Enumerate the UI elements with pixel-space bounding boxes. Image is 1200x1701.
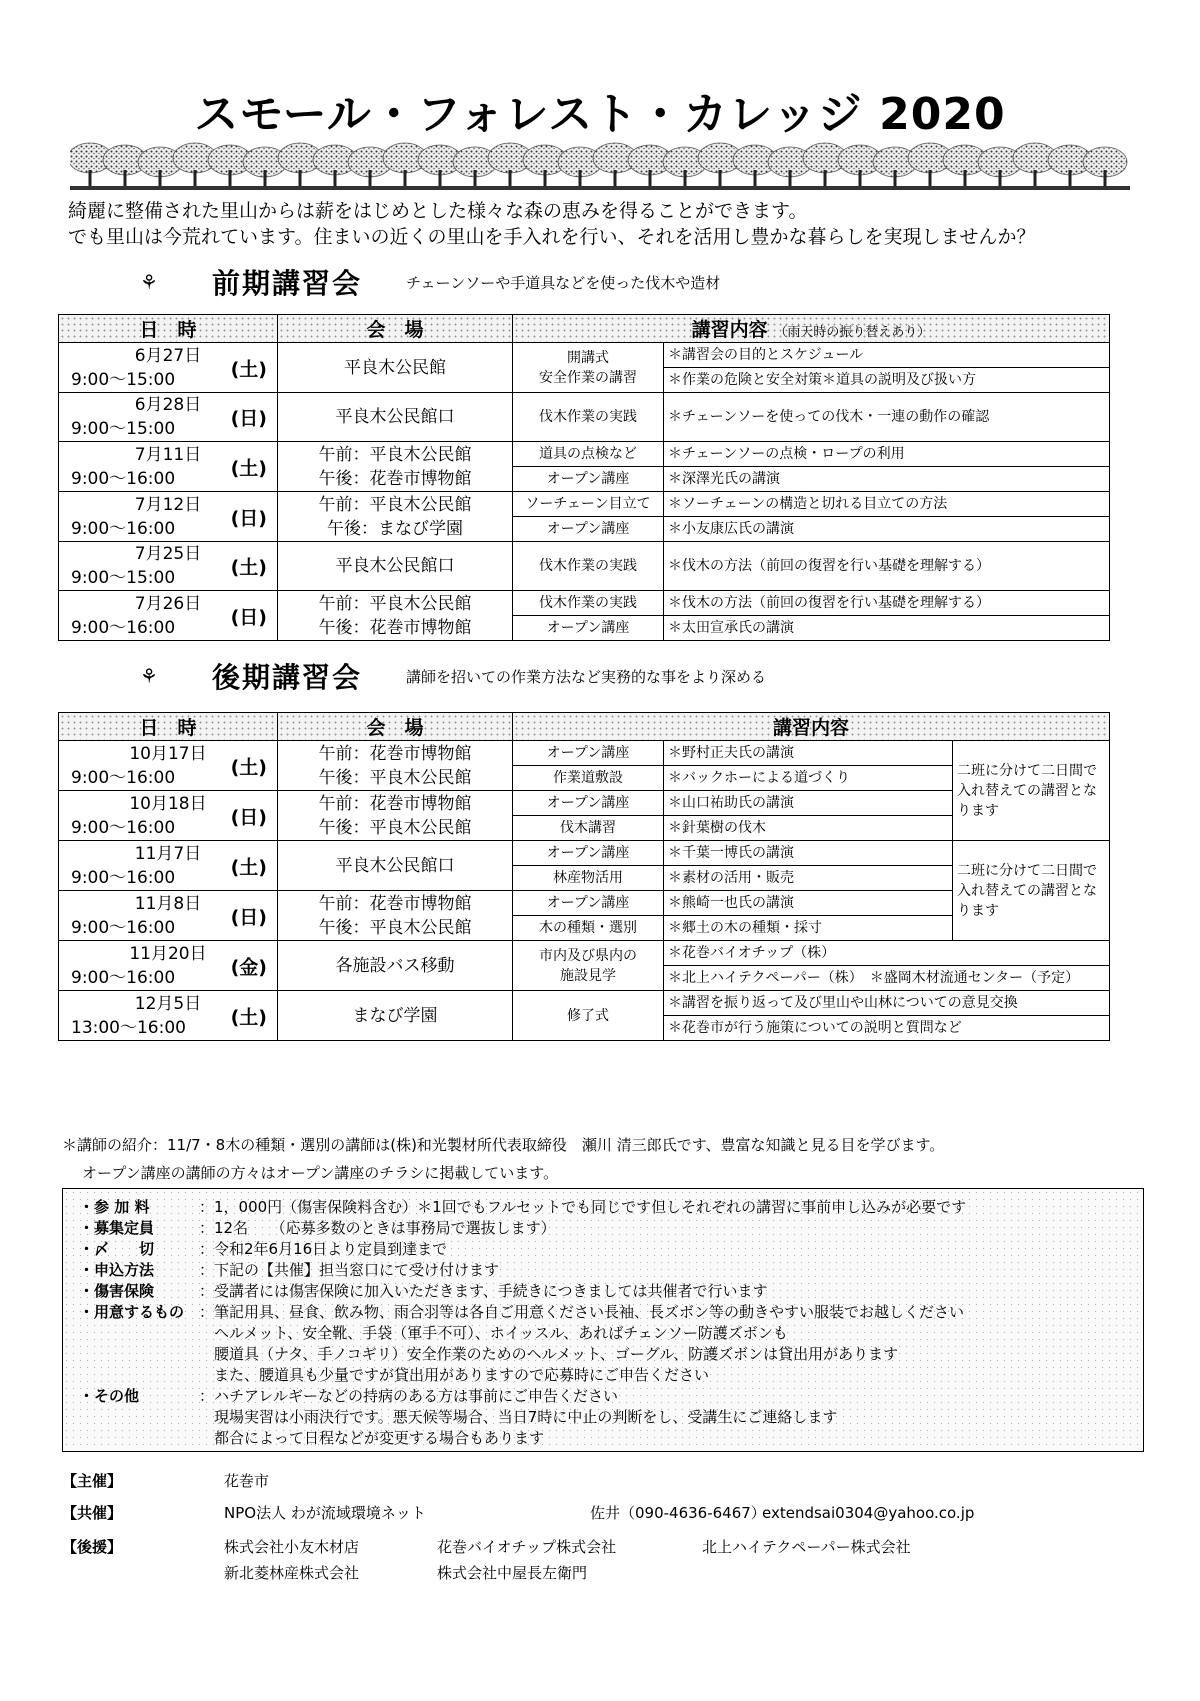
- group-note-cell: 二班に分けて二日間で入れ替えての講習となります: [953, 741, 1110, 841]
- table-row: [59, 991, 1110, 1016]
- time-text: 9:00〜16:00: [71, 617, 176, 638]
- date-cell: [59, 941, 278, 991]
- info-row: [79, 1260, 499, 1281]
- table-row: [59, 393, 1110, 442]
- weekday-text: (土): [230, 457, 267, 479]
- tree-trunk: [509, 170, 512, 188]
- weekday-text: (土): [230, 358, 267, 380]
- content-cell: ＊太田宣承氏の講演: [664, 616, 1110, 641]
- tree-icon: ⚘: [140, 664, 158, 688]
- header-datetime: 日 時: [59, 713, 278, 741]
- lecturer-footnote: ＊講師の紹介：11/7・8木の種類・選別の講師は(株)和光製材所代表取締役 瀬川 清三郎氏です、豊富な知識と見る目を学びます。: [62, 1136, 945, 1154]
- info-row: [79, 1323, 788, 1344]
- date-cell: [59, 442, 278, 492]
- supporter-1: 株式会社小友木材店: [224, 1538, 360, 1556]
- info-value: ：受講者には傷害保険に加入いただきます、手続きにつきましては共催者で行います: [199, 1282, 768, 1300]
- content-cell: ＊山口祐助氏の講演: [664, 791, 953, 816]
- venue-line: 午前：花巻市博物館: [318, 793, 472, 814]
- info-value: 都合によって日程などが変更する場合もあります: [199, 1429, 545, 1447]
- venue-line: 平良木公民館口: [335, 556, 455, 576]
- tree-trunk: [439, 170, 442, 188]
- time-text: 9:00〜16:00: [71, 817, 176, 838]
- venue-cell: [278, 991, 513, 1041]
- info-label: ・参 加 料: [79, 1198, 150, 1216]
- date-cell: [59, 791, 278, 841]
- content-cell: ＊針葉樹の伐木: [664, 816, 953, 841]
- tree-trunk: [614, 170, 617, 188]
- date-cell: [59, 393, 278, 442]
- venue-cell: [278, 941, 513, 991]
- date-text: 6月28日: [134, 395, 202, 415]
- content-cell: ＊チェーンソーを使っての伐木・一連の動作の確認: [664, 393, 1110, 442]
- category-cell: オープン講座: [513, 616, 664, 641]
- info-row: [79, 1344, 898, 1365]
- table-row: [59, 591, 1110, 616]
- header-venue: 会 場: [278, 315, 513, 343]
- tree-trunk: [859, 170, 862, 188]
- tree-trunk: [229, 170, 232, 188]
- content-cell: ＊野村正夫氏の講演: [664, 741, 953, 766]
- supporter-2: 花巻バイオチップ株式会社: [437, 1538, 617, 1556]
- info-label: ・申込方法: [79, 1261, 155, 1279]
- first-term-schedule-table: [58, 314, 1110, 641]
- content-cell: ＊北上ハイテクペーパー（株） ＊盛岡木材流通センター（予定）: [664, 966, 1110, 991]
- category-cell: 林産物活用: [513, 866, 664, 891]
- info-row: [79, 1239, 447, 1260]
- content-cell: ＊花巻市が行う施策についての説明と質問など: [664, 1016, 1110, 1041]
- info-value: ：12名 （応募多数のときは事務局で選抜します）: [199, 1219, 556, 1237]
- intro-line-2: でも里山は今荒れています。住まいの近くの里山を手入れを行い、それを活用し豊かな暮らしを実現しませんか？: [68, 226, 1036, 248]
- venue-cell: [278, 791, 513, 841]
- time-text: 9:00〜16:00: [71, 518, 176, 539]
- tree-trunk: [719, 170, 722, 188]
- venue-cell: [278, 542, 513, 591]
- header-content-label: 講習内容: [691, 319, 768, 341]
- intro-text: [68, 198, 1035, 250]
- info-row: [79, 1386, 618, 1407]
- second-term-schedule-table: [58, 712, 1110, 1041]
- content-cell: ＊作業の危険と安全対策＊道具の説明及び扱い方: [664, 368, 1110, 393]
- weekday-text: (日): [230, 906, 267, 928]
- venue-line: 午後：平良木公民館: [318, 767, 472, 788]
- weekday-text: (金): [230, 956, 267, 978]
- category-cell: 修了式: [513, 991, 664, 1041]
- date-text: 7月26日: [134, 593, 202, 614]
- date-text: 11月20日: [129, 943, 207, 964]
- category-cell: 伐木作業の実践: [513, 542, 664, 591]
- content-cell: ＊花巻バイオチップ（株）: [664, 941, 1110, 966]
- content-cell: ＊熊崎一也氏の講演: [664, 891, 953, 916]
- date-text: 10月18日: [129, 793, 207, 814]
- category-cell: 伐木作業の実践: [513, 591, 664, 616]
- info-row: [79, 1197, 966, 1218]
- content-cell: ＊講習を振り返って及び里山や山林についての意見交換: [664, 991, 1110, 1016]
- tree-trunk: [299, 170, 302, 188]
- venue-cell: [278, 591, 513, 641]
- date-text: 7月11日: [134, 444, 202, 465]
- tree-trunk: [964, 170, 967, 188]
- time-text: 9:00〜16:00: [71, 967, 176, 988]
- tree-trunk: [824, 170, 827, 188]
- support-label: 【後援】: [62, 1538, 123, 1556]
- info-label: [79, 1323, 199, 1344]
- tree-trunk: [1104, 170, 1107, 188]
- content-cell: ＊素材の活用・販売: [664, 866, 953, 891]
- tree-trunk: [1034, 170, 1037, 188]
- venue-line: 午後：まなび学園: [327, 518, 463, 539]
- category-cell: 開講式 安全作業の講習: [513, 343, 664, 393]
- venue-cell: [278, 442, 513, 492]
- venue-line: 平良木公民館口: [335, 855, 455, 876]
- info-value: ：ハチアレルギーなどの持病のある方は事前にご申告ください: [199, 1387, 619, 1405]
- info-value: ：1，000円（傷害保険料含む）＊1回でもフルセットでも同じです但しそれぞれの講習に事前申し込みが必要です: [199, 1198, 967, 1216]
- venue-line: 平良木公民館: [344, 357, 446, 378]
- weekday-text: (日): [230, 606, 267, 628]
- info-value: また、腰道具も少量ですが貸出用がありますので応募時にご申告ください: [199, 1366, 710, 1384]
- date-cell: [59, 741, 278, 791]
- info-value: ：筆記用具、昼食、飲み物、雨合羽等は各自ご用意ください長袖、長ズボン等の動きやすい服装でお越しください: [199, 1303, 965, 1321]
- category-cell: オープン講座: [513, 791, 664, 816]
- category-cell: 道具の点検など: [513, 442, 664, 467]
- info-label: [79, 1407, 199, 1428]
- supporter-5: 株式会社中屋長左衛門: [437, 1564, 588, 1582]
- header-venue: 会 場: [278, 713, 513, 741]
- page-title: スモール・フォレスト・カレッジ 2020: [194, 89, 1006, 140]
- tree-trunk: [194, 170, 197, 188]
- forest-banner-image: [70, 140, 1130, 198]
- category-cell: オープン講座: [513, 741, 664, 766]
- cohost-name: NPO法人 わが流域環境ネット: [224, 1504, 426, 1522]
- category-cell: ソーチェーン目立て: [513, 492, 664, 517]
- second-term-heading: [140, 656, 766, 696]
- venue-cell: [278, 841, 513, 891]
- content-cell: ＊小友康広氏の講演: [664, 517, 1110, 542]
- venue-cell: [278, 741, 513, 791]
- date-cell: [59, 591, 278, 641]
- category-cell: 市内及び県内の 施設見学: [513, 941, 664, 991]
- date-cell: [59, 492, 278, 542]
- date-text: 11月7日: [134, 843, 202, 864]
- tree-trunk: [754, 170, 757, 188]
- time-text: 13:00〜16:00: [71, 1017, 186, 1038]
- host-name: 花巻市: [224, 1472, 270, 1490]
- content-cell: ＊千葉一博氏の講演: [664, 841, 953, 866]
- category-cell: オープン講座: [513, 467, 664, 492]
- content-cell: ＊講習会の目的とスケジュール: [664, 343, 1110, 368]
- info-label: [79, 1428, 199, 1449]
- ground-line: [70, 186, 1130, 190]
- venue-line: 午後：花巻市博物館: [318, 617, 472, 638]
- info-value: ：下記の【共催】担当窓口にて受け付けます: [199, 1261, 500, 1279]
- supporter-4: 新北菱林産株式会社: [224, 1564, 360, 1582]
- date-cell: [59, 542, 278, 591]
- date-text: 7月12日: [134, 494, 202, 515]
- table-row: [59, 941, 1110, 966]
- second-term-description: 講師を招いての作業方法など実務的な事をより深める: [405, 667, 766, 686]
- date-text: 6月27日: [134, 345, 202, 366]
- info-row: [79, 1407, 837, 1428]
- tree-trunk: [89, 170, 92, 188]
- tree-trunk: [929, 170, 932, 188]
- date-text: 11月8日: [134, 893, 202, 914]
- date-text: 7月25日: [134, 544, 202, 564]
- category-cell: 木の種類・選別: [513, 916, 664, 941]
- category-cell: 作業道敷設: [513, 766, 664, 791]
- info-value: 腰道具（ナタ、手ノコギリ）安全作業のためのヘルメット、ゴーグル、防護ズボンは貸出用があります: [199, 1345, 899, 1363]
- first-term-heading: [140, 262, 720, 302]
- weekday-text: (土): [230, 1006, 267, 1028]
- weekday-text: (土): [230, 856, 267, 878]
- supporter-3: 北上ハイテクペーパー株式会社: [702, 1538, 911, 1556]
- info-label: ・傷害保険: [79, 1282, 155, 1300]
- table-row: [59, 791, 1110, 816]
- venue-line: 午前：花巻市博物館: [318, 743, 472, 764]
- content-cell: ＊ソーチェーンの構造と切れる目立ての方法: [664, 492, 1110, 517]
- tree-trunk: [124, 170, 127, 188]
- venue-line: 午後：花巻市博物館: [318, 468, 472, 489]
- tree-trunk: [404, 170, 407, 188]
- info-row: [79, 1428, 544, 1449]
- venue-line: 平良木公民館口: [335, 407, 455, 427]
- info-value: ヘルメット、安全靴、手袋（軍手不可）、ホイッスル、あればチェンソー防護ズボンも: [199, 1324, 788, 1342]
- application-info-box: [62, 1188, 1144, 1452]
- venue-line: 午後：平良木公民館: [318, 917, 472, 938]
- weekday-text: (日): [230, 507, 267, 529]
- info-value: ：令和2年6月16日より定員到達まで: [199, 1240, 448, 1258]
- content-cell: ＊伐木の方法（前回の復習を行い基礎を理解する）: [664, 591, 1110, 616]
- group-note-cell: 二班に分けて二日間で入れ替えての講習となります: [953, 841, 1110, 941]
- info-row: [79, 1281, 768, 1302]
- time-text: 9:00〜16:00: [71, 917, 176, 938]
- venue-line: 午後：平良木公民館: [318, 817, 472, 838]
- info-row: [79, 1302, 964, 1323]
- venue-line: 午前：平良木公民館: [318, 494, 472, 515]
- first-term-description: チェーンソーや手道具などを使った伐木や造材: [405, 273, 721, 292]
- table-row: [59, 442, 1110, 467]
- host-label: 【主催】: [62, 1472, 123, 1490]
- category-cell: オープン講座: [513, 841, 664, 866]
- content-cell: ＊チェーンソーの点検・ロープの利用: [664, 442, 1110, 467]
- date-cell: [59, 891, 278, 941]
- time-text: 9:00〜15:00: [71, 419, 176, 439]
- tree-icon: ⚘: [140, 270, 158, 294]
- date-cell: [59, 991, 278, 1041]
- venue-cell: [278, 492, 513, 542]
- table-row: [59, 891, 1110, 916]
- info-label: [79, 1344, 199, 1365]
- contact-phone: 佐井（090-4636-6467）: [590, 1504, 766, 1522]
- table-row: [59, 542, 1110, 591]
- header-datetime: 日 時: [59, 315, 278, 343]
- weekday-text: (土): [230, 756, 267, 778]
- content-cell: ＊バックホーによる道づくり: [664, 766, 953, 791]
- info-row: [79, 1365, 709, 1386]
- tree-trunk: [474, 170, 477, 188]
- venue-line: 各施設バス移動: [335, 955, 455, 976]
- info-label: ・用意するもの: [79, 1303, 185, 1321]
- tree-trunk: [999, 170, 1002, 188]
- table-header-row: [59, 713, 1110, 741]
- venue-line: 午前：花巻市博物館: [318, 893, 472, 914]
- weekday-text: (土): [230, 556, 267, 579]
- date-text: 12月5日: [134, 993, 202, 1014]
- tree-trunk: [264, 170, 267, 188]
- table-row: [59, 492, 1110, 517]
- tree-trunk: [684, 170, 687, 188]
- tree-trunk: [894, 170, 897, 188]
- info-label: ・募集定員: [79, 1219, 155, 1237]
- table-row: [59, 343, 1110, 368]
- content-cell: ＊郷土の木の種類・採寸: [664, 916, 953, 941]
- table-row: [59, 741, 1110, 766]
- category-cell: 伐木作業の実践: [513, 393, 664, 442]
- weekday-text: (日): [230, 407, 267, 430]
- info-value: 現場実習は小雨決行です。悪天候等場合、当日7時に中止の判断をし、受講生にご連絡します: [199, 1408, 838, 1426]
- venue-cell: [278, 393, 513, 442]
- venue-line: 午前：平良木公民館: [318, 444, 472, 465]
- tree-trunk: [334, 170, 337, 188]
- category-cell: オープン講座: [513, 517, 664, 542]
- content-cell: ＊深澤光氏の講演: [664, 467, 1110, 492]
- info-row: [79, 1218, 556, 1239]
- header-content: [513, 315, 1110, 343]
- time-text: 9:00〜16:00: [71, 867, 176, 888]
- open-course-footnote: オープン講座の講師の方々はオープン講座のチラシに掲載しています。: [82, 1164, 559, 1182]
- venue-line: まなび学園: [352, 1005, 438, 1026]
- category-cell: オープン講座: [513, 891, 664, 916]
- tree-trunk: [159, 170, 162, 188]
- venue-cell: [278, 891, 513, 941]
- date-cell: [59, 841, 278, 891]
- table-header-row: [59, 315, 1110, 343]
- info-label: ・その他: [79, 1387, 140, 1405]
- second-term-title: 後期講習会: [211, 661, 362, 694]
- contact-email: extendsai0304@yahoo.co.jp: [762, 1504, 975, 1522]
- time-text: 9:00〜15:00: [71, 568, 176, 588]
- venue-cell: [278, 343, 513, 393]
- table-row: [59, 841, 1110, 866]
- date-text: 10月17日: [129, 743, 207, 764]
- content-cell: ＊伐木の方法（前回の復習を行い基礎を理解する）: [664, 542, 1110, 591]
- tree-trunk: [789, 170, 792, 188]
- venue-line: 午前：平良木公民館: [318, 593, 472, 614]
- tree-trunk: [544, 170, 547, 188]
- category-cell: 伐木講習: [513, 816, 664, 841]
- tree-trunk: [649, 170, 652, 188]
- first-term-title: 前期講習会: [211, 267, 362, 300]
- info-label: ・〆 切: [79, 1240, 155, 1258]
- tree-trunk: [1069, 170, 1072, 188]
- tree-trunk: [579, 170, 582, 188]
- header-content: 講習内容: [513, 713, 1110, 741]
- date-cell: [59, 343, 278, 393]
- time-text: 9:00〜16:00: [71, 767, 176, 788]
- weekday-text: (日): [230, 806, 267, 828]
- info-label: [79, 1365, 199, 1386]
- intro-line-1: 綺麗に整備された里山からは薪をはじめとした様々な森の恵みを得ることができます。: [68, 200, 808, 222]
- cohost-label: 【共催】: [62, 1504, 123, 1522]
- time-text: 9:00〜16:00: [71, 468, 176, 489]
- header-content-note: （雨天時の振り替えあり）: [774, 325, 931, 340]
- time-text: 9:00〜15:00: [71, 369, 176, 390]
- tree-trunk: [369, 170, 372, 188]
